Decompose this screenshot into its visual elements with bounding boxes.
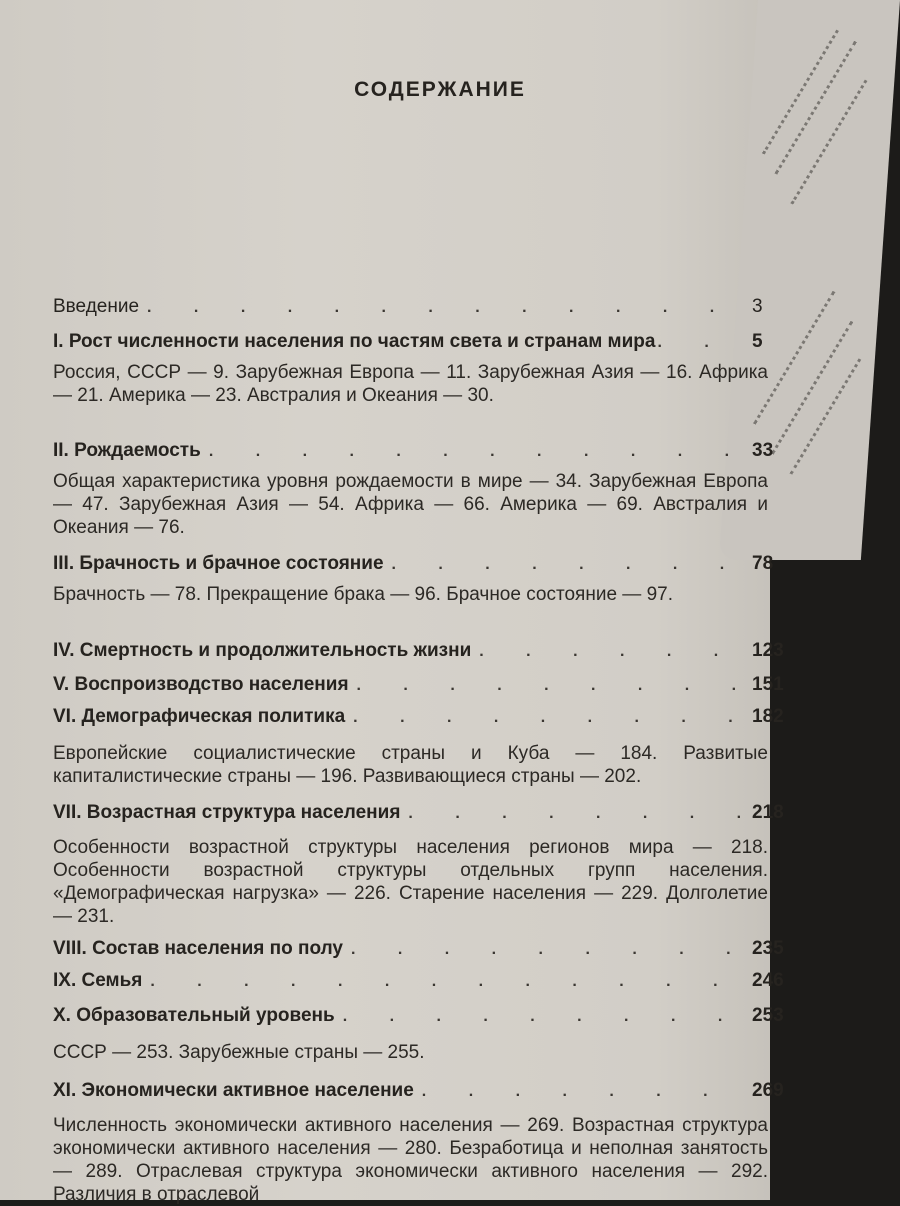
toc-heading-label: IV. Смертность и продолжительность жизни: [53, 640, 472, 661]
dot-leader: [657, 329, 748, 357]
toc-entry-chapter-4: [53, 637, 784, 666]
toc-page-number: 182: [752, 706, 784, 727]
toc-heading: [53, 1077, 784, 1106]
dot-leader: [351, 936, 748, 964]
toc-heading-label: VIII. Состав населения по полу: [53, 938, 343, 959]
toc-heading-label: VII. Возрастная структура населения: [53, 802, 401, 823]
toc-entry-chapter-11: [53, 1077, 784, 1206]
toc-heading: [53, 703, 784, 732]
toc-page-number: 33: [752, 440, 774, 461]
toc-heading: [53, 671, 784, 700]
dot-leader: [392, 551, 748, 579]
dot-leader: [422, 1078, 748, 1106]
toc-heading-label: II. Рождаемость: [53, 440, 201, 461]
dot-leader: [343, 1003, 748, 1031]
dot-leader: [150, 968, 748, 996]
toc-heading-label: X. Образовательный уровень: [53, 1005, 335, 1026]
toc-subsections: Численность экономически активного населения — 269. Возрастная структура экономически активного населения — 280. Безработица и неполная занятость — 289. Отраслевая структура экономически активного населения — 292. Различия в отраслевой: [53, 1115, 768, 1205]
toc-heading-label: III. Брачность и брачное состояние: [53, 553, 384, 574]
toc-page-number: 253: [752, 1005, 784, 1026]
toc-page-number: 3: [752, 296, 763, 317]
toc-subsections: Общая характеристика уровня рождаемости в мире — 34. Зарубежная Европа — 47. Зарубежная Азия — 54. Африка — 66. Америка — 69. Австралия и Океания — 76.: [53, 471, 768, 538]
toc-page-number: 235: [752, 938, 784, 959]
toc-subsections: Брачность — 78. Прекращение брака — 96. Брачное состояние — 97.: [53, 584, 673, 605]
toc-entry-chapter-2: [53, 437, 774, 539]
toc-heading: [53, 637, 784, 666]
toc-page-number: 123: [752, 640, 784, 661]
toc-page-number: 218: [752, 802, 784, 823]
toc-subsections: СССР — 253. Зарубежные страны — 255.: [53, 1042, 425, 1063]
toc-entry-chapter-9: [53, 967, 784, 996]
dot-leader: [353, 704, 748, 732]
toc-heading-label: IX. Семья: [53, 970, 143, 991]
toc-heading-label: XI. Экономически активное население: [53, 1080, 414, 1101]
toc-subsections: Европейские социалистические страны и Куба — 184. Развитые капиталистические страны — 196. Развивающиеся страны — 202.: [53, 743, 768, 787]
toc-heading-label: Введение: [53, 296, 140, 317]
toc-subsections: Особенности возрастной структуры населения регионов мира — 218. Особенности возрастной структуры отдельных групп населения. «Демографическая нагрузка» — 226. Старение населения — 229. Долголетие — 231.: [53, 837, 768, 927]
toc-page-number: 5: [752, 331, 763, 352]
toc-page-number: 269: [752, 1080, 784, 1101]
toc-heading: [53, 328, 768, 357]
toc-heading-label: V. Воспроизводство населения: [53, 674, 349, 695]
dot-leader: [147, 294, 748, 322]
toc-entry-intro: [53, 293, 768, 322]
page-title: СОДЕРЖАНИЕ: [354, 78, 526, 101]
toc-entry-chapter-3: [53, 550, 774, 606]
toc-heading: [53, 437, 774, 466]
dot-leader: [479, 638, 748, 666]
toc-heading: [53, 935, 784, 964]
toc-heading: [53, 293, 768, 322]
toc-subsections: Россия, СССР — 9. Зарубежная Европа — 11. Зарубежная Азия — 16. Африка — 21. Америка — 23. Австралия и Океания — 30.: [53, 362, 768, 406]
toc-entry-chapter-10: [53, 1002, 784, 1064]
toc-page-number: 151: [752, 674, 784, 695]
toc-page-number: 78: [752, 553, 774, 574]
toc-entry-chapter-6: [53, 703, 784, 788]
toc-page-number: 246: [752, 970, 784, 991]
dot-leader: [357, 672, 748, 700]
toc-heading-label: I. Рост численности населения по частям света и странам мира: [53, 331, 656, 352]
toc-heading: [53, 1002, 784, 1031]
dot-leader: [408, 800, 748, 828]
toc-heading: [53, 799, 784, 828]
toc-heading-label: VI. Демографическая политика: [53, 706, 346, 727]
toc-entry-chapter-7: [53, 799, 784, 928]
dot-leader: [209, 438, 748, 466]
toc-heading: [53, 550, 774, 579]
toc-entry-chapter-5: [53, 671, 784, 700]
toc-heading: [53, 967, 784, 996]
toc-entry-chapter-8: [53, 935, 784, 964]
toc-entry-chapter-1: [53, 328, 768, 407]
